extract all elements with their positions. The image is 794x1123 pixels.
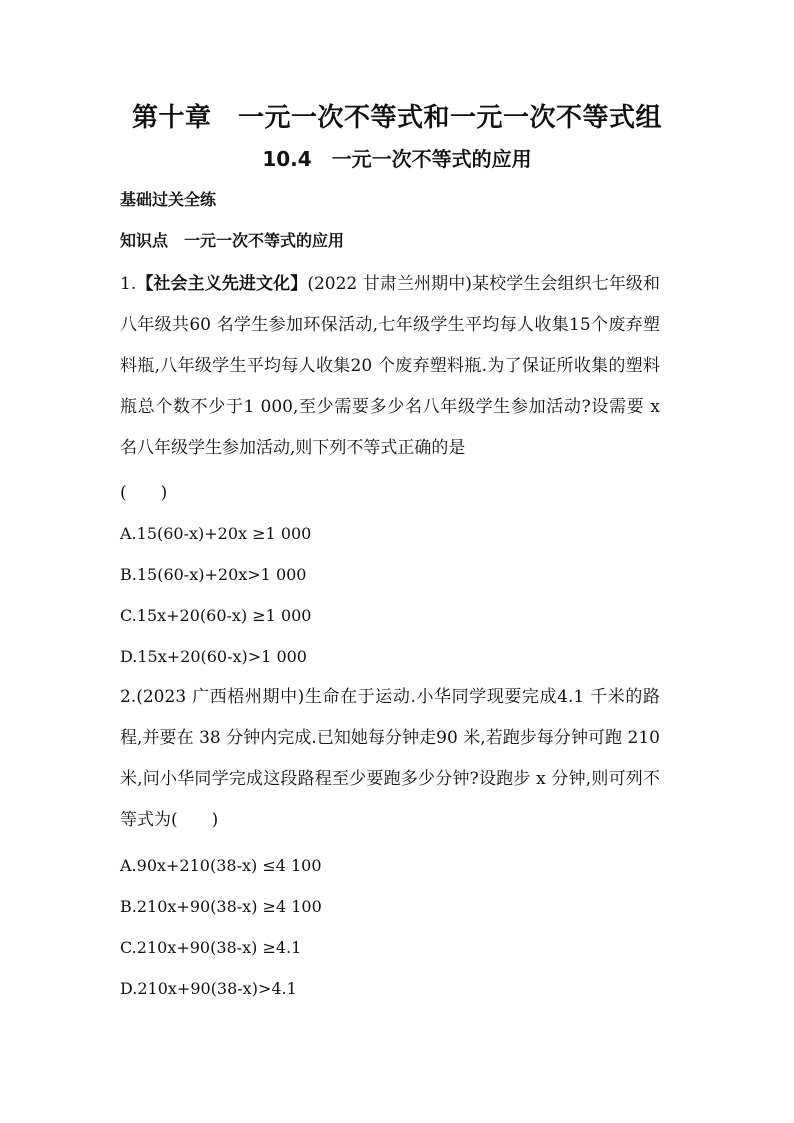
answer-blank: ( ) bbox=[120, 483, 168, 503]
question-number: 1. bbox=[120, 274, 137, 294]
knowledge-point-heading: 知识点 一元一次不等式的应用 bbox=[120, 231, 345, 250]
question-2-option-b: B.210x+90(38-x) ≥4 100 bbox=[120, 897, 322, 916]
chapter-title: 第十章 一元一次不等式和一元一次不等式组 bbox=[131, 103, 662, 133]
question-2-option-c: C.210x+90(38-x) ≥4.1 bbox=[120, 938, 302, 957]
question-1 bbox=[120, 264, 660, 469]
section-title: 10.4 一元一次不等式的应用 bbox=[262, 147, 532, 171]
question-text: (2023 广西梧州期中)生命在于运动.小华同学现要完成4.1 千米的路程,并要在 38 分钟内完成.已知她每分钟走90 米,若跑步每分钟可跑 210 米,问小华同学完成这段路程至少要跑多少分钟?设跑步 x 分钟,则可列不等式为( ) bbox=[120, 687, 660, 830]
question-2 bbox=[120, 677, 660, 841]
question-1-option-a: A.15(60-x)+20x ≥1 000 bbox=[120, 524, 312, 543]
question-1-option-b: B.15(60-x)+20x>1 000 bbox=[120, 565, 307, 584]
question-text: (2022 甘肃兰州期中)某校学生会组织七年级和八年级共60 名学生参加环保活动,七年级学生平均每人收集15个废弃塑料瓶,八年级学生平均每人收集20 个废弃塑料瓶.为了保证所收集的塑料瓶总个数不少于1 000,至少需要多少名八年级学生参加活动?设需要 x 名八年级学生参加活动,则下列不等式正确的是 bbox=[120, 274, 660, 458]
question-1-option-c: C.15x+20(60-x) ≥1 000 bbox=[120, 606, 312, 625]
question-2-option-a: A.90x+210(38-x) ≤4 100 bbox=[120, 856, 322, 875]
question-tag: 【社会主义先进文化】 bbox=[136, 274, 308, 294]
question-1-option-d: D.15x+20(60-x)>1 000 bbox=[120, 647, 307, 666]
practice-heading: 基础过关全练 bbox=[120, 190, 217, 209]
question-2-option-d: D.210x+90(38-x)>4.1 bbox=[120, 979, 297, 998]
question-number: 2. bbox=[120, 687, 137, 707]
